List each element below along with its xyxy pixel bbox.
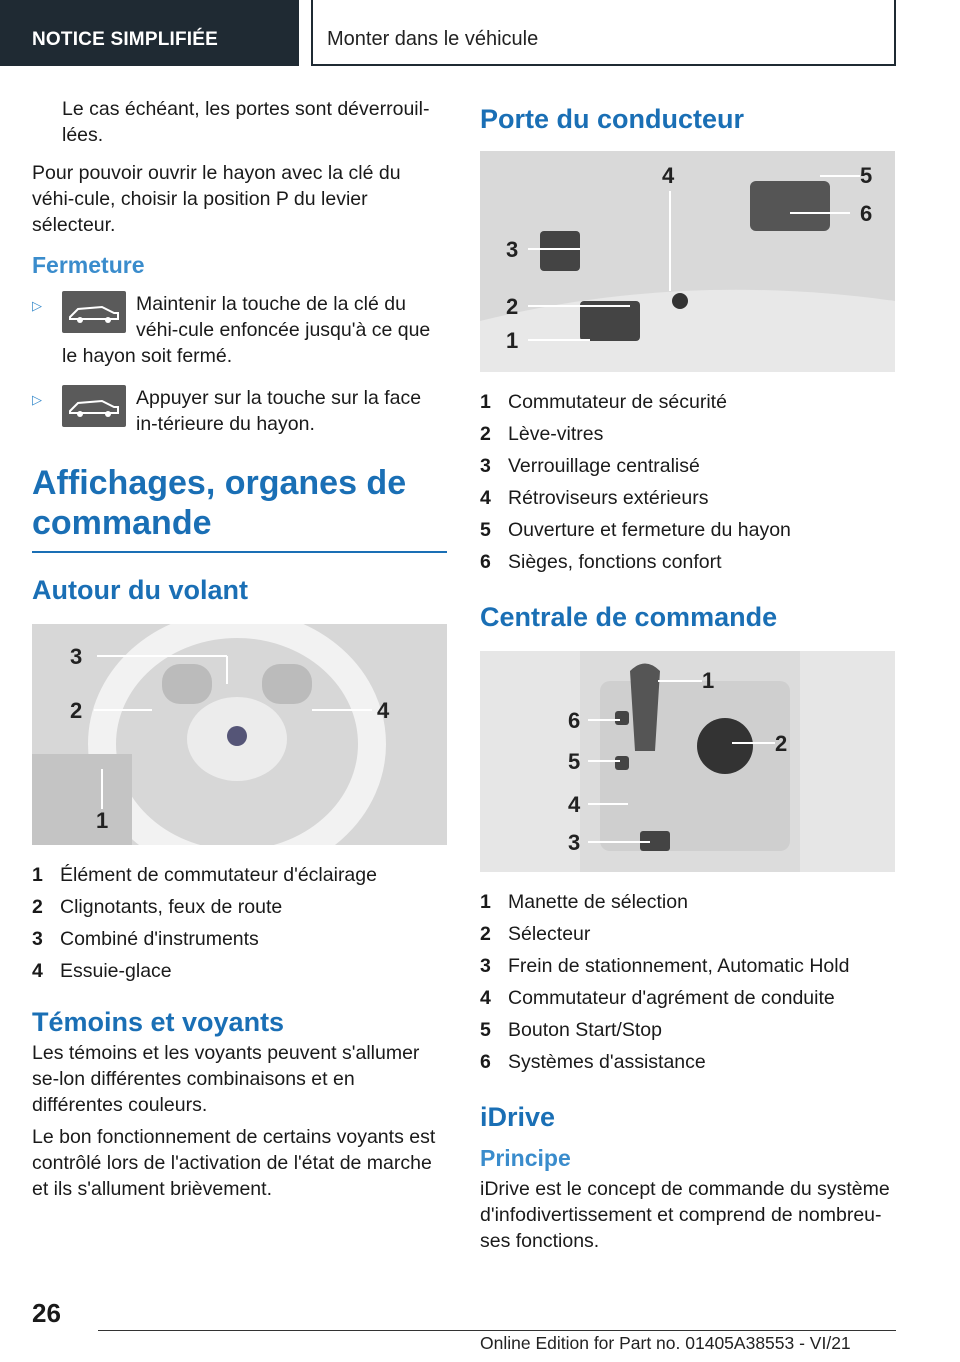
porte-callout-1: 1: [506, 328, 519, 353]
header-section-tab: [0, 0, 299, 66]
car-key-trunk-icon: [62, 291, 126, 333]
legend-number: 2: [32, 896, 43, 918]
footer-edition: Online Edition for Part no. 01405A38553 - VI/21: [480, 1333, 851, 1353]
center-console-photo: [480, 651, 895, 872]
volant-legend-4: [32, 955, 447, 987]
legend-text: Sélecteur: [508, 923, 591, 945]
porte-callout-5: 5: [860, 163, 873, 188]
centrale-callout-6: 6: [568, 708, 581, 733]
centrale-legend-3: [480, 950, 895, 982]
volant-callout-4: 4: [377, 698, 390, 723]
bullet-triangle-icon: ▷: [32, 392, 42, 407]
porte-legend-1: [480, 386, 895, 418]
steering-wheel-photo: [32, 624, 447, 845]
legend-text: Systèmes d'assistance: [508, 1051, 706, 1073]
legend-text: Rétroviseurs extérieurs: [508, 487, 709, 509]
right-column: [480, 96, 895, 1266]
legend-text: Ouverture et fermeture du hayon: [508, 519, 791, 541]
legend-number: 6: [480, 551, 491, 573]
header-chapter-tab: [311, 0, 896, 66]
volant-legend-2: [32, 891, 447, 923]
porte-callout-3: 3: [506, 237, 519, 262]
centrale-legend-6: [480, 1046, 895, 1078]
centrale-legend-4: [480, 982, 895, 1014]
centrale-heading: Centrale de commande: [480, 602, 778, 632]
legend-number: 3: [480, 955, 491, 977]
legend-number: 3: [480, 455, 491, 477]
legend-number: 1: [480, 391, 491, 413]
volant-legend-3: [32, 923, 447, 955]
centrale-callout-2: 2: [775, 731, 788, 756]
fermeture-item-1-text: Maintenir la touche de la clé du véhi-cule enfoncée jusqu'à ce que le hayon soit fermé.: [62, 293, 431, 367]
porte-callout-4: 4: [662, 163, 675, 188]
legend-number: 6: [480, 1051, 491, 1073]
temoins-heading: Témoins et voyants: [32, 1007, 285, 1037]
volant-callout-2: 2: [70, 698, 83, 723]
header-section-label: NOTICE SIMPLIFIÉE: [32, 29, 219, 50]
porte-legend-3: [480, 450, 895, 482]
intro-paragraph-1: Le cas échéant, les portes sont déverrouil-lées.: [62, 98, 430, 146]
legend-text: Élément de commutateur d'éclairage: [60, 864, 377, 886]
principe-paragraph: iDrive est le concept de commande du système d'infodivertissement et comprend de nombreu-ses fonctions.: [480, 1178, 890, 1252]
volant-callout-1: 1: [96, 808, 109, 833]
intro-paragraph-2: Pour pouvoir ouvrir le hayon avec la clé du véhi-cule, choisir la position P du levier sélecteur.: [32, 162, 401, 236]
volant-callout-3: 3: [70, 644, 83, 669]
legend-number: 2: [480, 923, 491, 945]
porte-callout-6: 6: [860, 201, 873, 226]
driver-door-photo: [480, 151, 895, 372]
idrive-heading: iDrive: [480, 1102, 556, 1132]
porte-heading: Porte du conducteur: [480, 104, 745, 134]
porte-legend-5: [480, 514, 895, 546]
footer-divider: [98, 1330, 896, 1331]
centrale-legend-1: [480, 886, 895, 918]
legend-number: 4: [480, 487, 491, 509]
legend-text: Clignotants, feux de route: [60, 896, 283, 918]
legend-number: 4: [32, 960, 43, 982]
legend-text: Essuie-glace: [60, 960, 172, 982]
fermeture-heading: Fermeture: [32, 252, 145, 278]
legend-text: Commutateur de sécurité: [508, 391, 727, 413]
porte-legend-2: [480, 418, 895, 450]
porte-legend-6: [480, 546, 895, 578]
principe-heading: Principe: [480, 1145, 571, 1171]
legend-text: Verrouillage centralisé: [508, 455, 700, 477]
centrale-callout-3: 3: [568, 830, 581, 855]
fermeture-item-1: [32, 291, 447, 369]
legend-number: 4: [480, 987, 491, 1009]
legend-text: Frein de stationnement, Automatic Hold: [508, 955, 850, 977]
page-number: 26: [32, 1298, 61, 1328]
legend-text: Lève-vitres: [508, 423, 604, 445]
legend-number: 5: [480, 1019, 491, 1041]
bullet-triangle-icon: ▷: [32, 298, 42, 313]
porte-callout-2: 2: [506, 294, 519, 319]
temoins-paragraph-1: Les témoins et les voyants peuvent s'allumer se-lon différentes combinaisons et en différentes couleurs.: [32, 1042, 420, 1116]
legend-number: 3: [32, 928, 43, 950]
legend-text: Manette de sélection: [508, 891, 688, 913]
centrale-callout-4: 4: [568, 792, 581, 817]
volant-legend-1: [32, 859, 447, 891]
car-trunk-button-icon: [62, 385, 126, 427]
centrale-legend-5: [480, 1014, 895, 1046]
legend-number: 2: [480, 423, 491, 445]
centrale-callout-5: 5: [568, 749, 581, 774]
centrale-callout-1: 1: [702, 668, 715, 693]
legend-text: Sièges, fonctions confort: [508, 551, 722, 573]
volant-heading: Autour du volant: [32, 575, 248, 605]
temoins-paragraph-2: Le bon fonctionnement de certains voyants est contrôlé lors de l'activation de l'état de marche et ils s'allument brièvement.: [32, 1126, 436, 1200]
fermeture-item-2-text: Appuyer sur la touche sur la face in-térieure du hayon.: [136, 387, 422, 435]
left-column: [32, 96, 447, 1214]
porte-legend-4: [480, 482, 895, 514]
legend-number: 5: [480, 519, 491, 541]
main-heading: Affichages, organes de commande: [32, 463, 447, 553]
legend-text: Commutateur d'agrément de conduite: [508, 987, 835, 1009]
legend-number: 1: [32, 864, 43, 886]
fermeture-item-2: [32, 385, 447, 437]
centrale-legend-2: [480, 918, 895, 950]
header-chapter-label: Monter dans le véhicule: [327, 28, 539, 50]
legend-text: Combiné d'instruments: [60, 928, 259, 950]
legend-text: Bouton Start/Stop: [508, 1019, 662, 1041]
legend-number: 1: [480, 891, 491, 913]
